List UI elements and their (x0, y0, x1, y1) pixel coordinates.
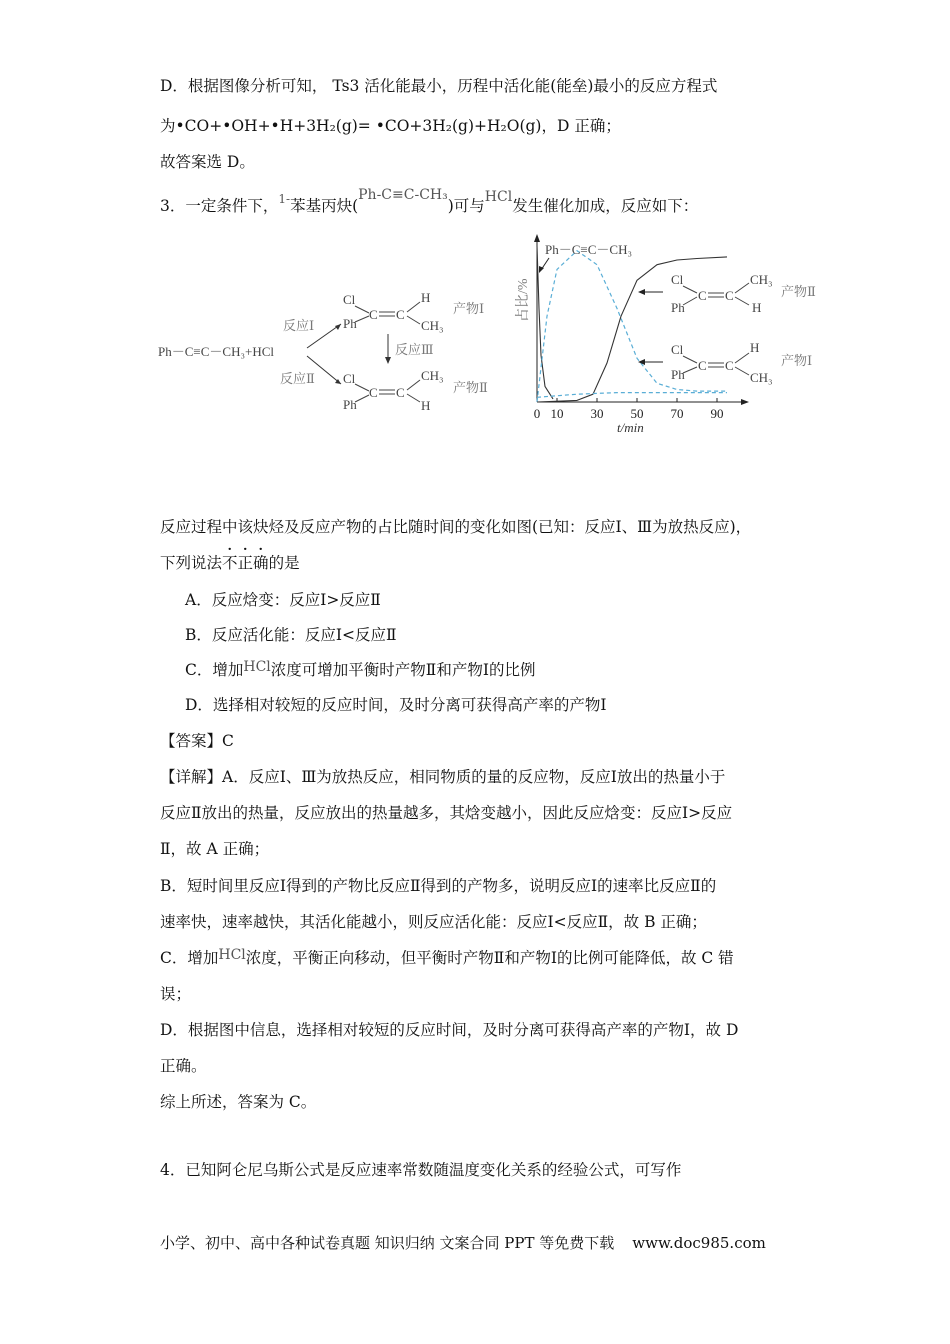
p1-bond-ch3 (407, 316, 420, 324)
q3-detail-l2: 反应Ⅱ放出的热量，反应放出的热量越多，其焓变越小，因此反应焓变：反应Ⅰ>反应 (160, 804, 733, 822)
p1-bond-h (407, 302, 420, 312)
p1-bond-cl (355, 306, 369, 313)
scheme-reactant: Ph－C≡C－CH₃+HCl (158, 344, 274, 359)
p2-c1: C (369, 385, 378, 400)
q4-stem: 4．已知阿仑尼乌斯公式是反应速率常数随温度变化关系的经验公式，可写作 (160, 1161, 682, 1179)
prev-conclusion: 故答案选 D。 (160, 153, 255, 171)
chart-p1-ph: Ph (671, 367, 685, 382)
p2-bond-ch3 (407, 380, 420, 390)
q3-answer: 【答案】C (160, 732, 234, 750)
q3-desc2b: 不 (222, 554, 238, 572)
p2-c2: C (396, 385, 405, 400)
q3-stem-c: )可与 (447, 197, 485, 215)
x-tick-label: 50 (630, 406, 644, 421)
q3-stem-formula: Ph-C≡C-CH₃ (358, 187, 448, 203)
x-tick-label: 70 (670, 406, 684, 421)
p2-cl: Cl (343, 371, 356, 386)
q3-option-c (185, 660, 535, 681)
chart-p1-c1: C (698, 358, 707, 373)
chart-p1-bond-h (735, 353, 749, 363)
x-tick-label: 0 (533, 406, 541, 421)
y-axis-arrow (534, 234, 540, 242)
q3-desc2a: 下列说法 (160, 554, 223, 572)
q3-stem-b: 苯基丙炔( (290, 197, 359, 215)
chart-xlabel: t/min (617, 420, 644, 435)
q3-desc2d: 确 (253, 554, 269, 572)
q3-desc2c: 正 (237, 554, 254, 572)
chart-ylabel: 占比/% (516, 278, 531, 322)
q3-option-b: B．反应活化能：反应Ⅰ<反应Ⅱ (185, 626, 397, 644)
chart-p2-ch3: CH₃ (750, 272, 773, 287)
p1-cl: Cl (343, 292, 356, 307)
p1-ph: Ph (343, 316, 357, 331)
p2-bond-cl (355, 384, 369, 391)
x-tick-label: 10 (550, 406, 564, 421)
q3-desc1: 反应过程中该炔烃及反应产物的占比随时间的变化如图(已知：反应Ⅰ、Ⅲ为放热反应)， (160, 518, 752, 536)
q3-stem-a: 3．一定条件下， (160, 197, 279, 215)
prev-d-line2: 为•CO+•OH+•H+3H₂(g)= •CO+3H₂(g)+H₂O(g)，D 正确； (160, 117, 621, 135)
q3-detail-l6b: 浓度，平衡正向移动，但平衡时产物Ⅱ和产物Ⅰ的比例可能降低，故 C 错 (245, 949, 734, 967)
q3-stem-sup: 1- (278, 192, 291, 206)
chart-series (537, 246, 727, 402)
q3-detail-l6 (160, 948, 734, 969)
chart-p2-bond-h (735, 297, 749, 305)
p1-bond-ph (355, 316, 369, 322)
series-line-3 (537, 393, 727, 398)
chart-axes (534, 234, 749, 405)
chart-reactant-label: Ph－C≡C－CH₃ (545, 242, 632, 257)
chart-p1-label: 产物Ⅰ (781, 353, 813, 368)
q3-option-a: A．反应焓变：反应Ⅰ>反应Ⅱ (185, 591, 381, 609)
q3-stem-hcl: HCl (484, 189, 513, 205)
chart-p1-bond-ph (683, 367, 697, 373)
q3-option-c-a: C．增加 (185, 661, 244, 679)
chart-p1-ch3: CH₃ (750, 370, 773, 385)
chart-p2-arrow-head (638, 289, 645, 295)
q3-detail-l5: 速率快，速率越快，其活化能越小，则反应活化能：反应Ⅰ<反应Ⅱ，故 B 正确； (160, 913, 707, 931)
x-tick-label: 30 (590, 406, 604, 421)
chart-p2-ph: Ph (671, 300, 685, 315)
x-axis-arrow (741, 399, 749, 405)
chart-p1-bond-cl (683, 356, 697, 363)
label-rxn3: 反应Ⅲ (395, 342, 434, 357)
chart-p2-bond-ch3 (735, 283, 749, 293)
p2-bond-h (407, 394, 420, 402)
q3-detail-l6a: C．增加 (160, 949, 219, 967)
p2-ch3: CH₃ (421, 368, 444, 383)
q3-detail-l3: Ⅱ，故 A 正确； (160, 840, 270, 858)
p1-label: 产物Ⅰ (453, 301, 485, 316)
q3-option-c-hcl: HCl (243, 659, 271, 675)
p2-h: H (421, 398, 431, 413)
chart-p2-bond-cl (683, 286, 697, 293)
reaction-scheme (155, 280, 515, 430)
chart-p2-label: 产物Ⅱ (781, 284, 816, 299)
p1-h: H (421, 290, 431, 305)
q3-option-d: D．选择相对较短的反应时间，及时分离可获得高产率的产物Ⅰ (185, 696, 607, 714)
x-tick-label: 90 (710, 406, 724, 421)
p1-ch3: CH₃ (421, 318, 444, 333)
chart-p2-cl: Cl (671, 272, 684, 287)
series-line-1 (537, 251, 727, 402)
arrow-rxn1-head (335, 324, 341, 330)
p2-ph: Ph (343, 397, 357, 412)
chart-p2-h: H (752, 300, 762, 315)
q3-desc2 (160, 553, 300, 573)
page-footer (160, 1232, 766, 1253)
chart-p1-h: H (750, 340, 760, 355)
p1-c1: C (369, 307, 378, 322)
q3-detail-l7: 误； (160, 985, 192, 1003)
prev-d-line: D．根据图像分析可知， Ts3 活化能最小，历程中活化能(能垒)最小的反应方程式 (160, 77, 718, 95)
chart-p2-c2: C (725, 288, 734, 303)
series-line-2 (537, 257, 727, 402)
label-rxn1: 反应Ⅰ (283, 318, 315, 333)
ratio-time-chart (505, 232, 845, 438)
q3-stem-d: 发生催化加成，反应如下： (512, 197, 699, 215)
arrow-rxn3-head (385, 357, 391, 364)
q3-detail-l10: 综上所述，答案为 C。 (160, 1093, 317, 1111)
chart-p1-cl: Cl (671, 342, 684, 357)
p2-bond-ph (355, 395, 369, 402)
q3-detail-l9: 正确。 (160, 1057, 207, 1075)
label-rxn2: 反应Ⅱ (280, 371, 315, 386)
chart-p2-bond-ph (683, 297, 697, 305)
q3-desc2e: 的是 (268, 554, 300, 572)
q3-detail-l6-hcl: HCl (218, 947, 246, 963)
q3-detail-l4: B．短时间里反应Ⅰ得到的产物比反应Ⅱ得到的产物多，说明反应Ⅰ的速率比反应Ⅱ的 (160, 877, 717, 895)
chart-p1-bond-ch3 (735, 367, 749, 375)
p1-c2: C (396, 307, 405, 322)
q3-stem (160, 187, 699, 217)
chart-p2-c1: C (698, 288, 707, 303)
p2-label: 产物Ⅱ (453, 380, 488, 395)
q3-detail-l1: 【详解】A．反应Ⅰ、Ⅲ为放热反应，相同物质的量的反应物，反应Ⅰ放出的热量小于 (160, 768, 726, 786)
q3-detail-l8: D．根据图中信息，选择相对较短的反应时间，及时分离可获得高产率的产物Ⅰ，故 D (160, 1021, 739, 1039)
chart-p1-c2: C (725, 358, 734, 373)
footer-text: 小学、初中、高中各种试卷真题 知识归纳 文案合同 PPT 等免费下载 (160, 1234, 615, 1252)
footer-site-link[interactable]: www.doc985.com (632, 1234, 766, 1252)
q3-option-c-b: 浓度可增加平衡时产物Ⅱ和产物Ⅰ的比例 (270, 661, 536, 679)
